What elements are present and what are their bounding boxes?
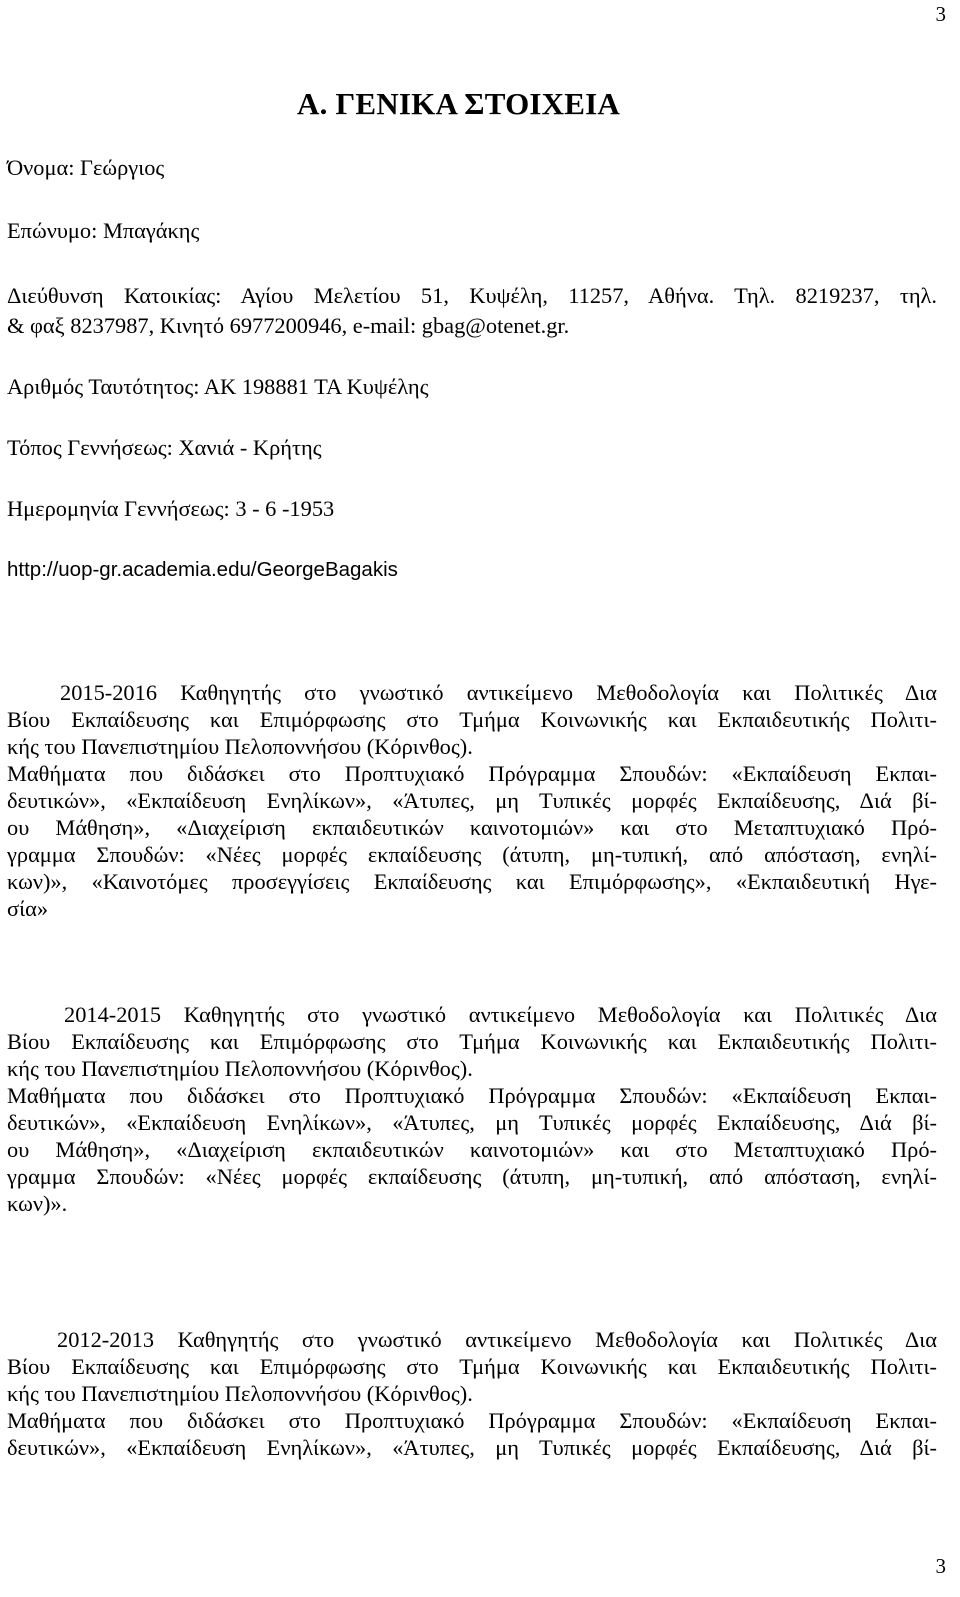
address-line-1: Διεύθυνση Κατοικίας: Αγίου Μελετίου 51, Κυψέλη, 11257, Αθήνα. Τηλ. 8219237, τηλ. (7, 283, 937, 308)
entry-line: κής του Πανεπιστημίου Πελοποννήσου (Κόρινθος). (7, 1381, 473, 1406)
section-title: Α. ΓΕΝΙΚΑ ΣΤΟΙΧΕΙΑ (297, 86, 620, 121)
entry-line: Βίου Εκπαίδευσης και Επιμόρφωσης στο Τμήμα Κοινωνικής και Εκπαιδευτικής Πολιτι- (7, 707, 937, 732)
entry-2015-2016 (7, 679, 937, 922)
birthdate-field: Ημερομηνία Γεννήσεως: 3 - 6 -1953 (7, 496, 335, 521)
entry-line: κων)». (7, 1191, 68, 1216)
page-number-bottom: 3 (935, 1554, 946, 1578)
entry-line: δευτικών», «Εκπαίδευση Ενηλίκων», «Άτυπες, μη Τυπικές μορφές Εκπαίδευσης, Διά βί- (7, 1110, 937, 1135)
entry-line: Μαθήματα που διδάσκει στο Προπτυχιακό Πρόγραμμα Σπουδών: «Εκπαίδευση Εκπαι- (7, 761, 937, 786)
entry-2014-2015 (7, 1001, 937, 1217)
page-number-top: 3 (935, 2, 946, 26)
surname-field: Επώνυμο: Μπαγάκης (7, 218, 200, 243)
academia-link[interactable]: http://uop-gr.academia.edu/GeorgeBagakis (7, 558, 398, 581)
address-line-2: & φαξ 8237987, Κινητό 6977200946, e-mail: gbag@otenet.gr. (7, 313, 570, 338)
entry-line: 2015-2016 Καθηγητής στο γνωστικό αντικείμενο Μεθοδολογία και Πολιτικές Δια (60, 680, 937, 705)
entry-line: δευτικών», «Εκπαίδευση Ενηλίκων», «Άτυπες, μη Τυπικές μορφές Εκπαίδευσης, Διά βί- (7, 1435, 937, 1460)
birthplace-field: Τόπος Γεννήσεως: Χανιά - Κρήτης (7, 435, 322, 460)
entry-line: ου Μάθηση», «Διαχείριση εκπαιδευτικών καινοτομιών» και στο Μεταπτυχιακό Πρό- (7, 1137, 937, 1162)
entry-line: Βίου Εκπαίδευσης και Επιμόρφωσης στο Τμήμα Κοινωνικής και Εκπαιδευτικής Πολιτι- (7, 1029, 937, 1054)
id-number-field: Αριθμός Ταυτότητος: ΑΚ 198881 ΤΑ Κυψέλης (7, 374, 429, 399)
name-field: Όνομα: Γεώργιος (7, 155, 165, 180)
entry-line: Βίου Εκπαίδευσης και Επιμόρφωσης στο Τμήμα Κοινωνικής και Εκπαιδευτικής Πολιτι- (7, 1354, 937, 1379)
entry-line: κων)», «Καινοτόμες προσεγγίσεις Εκπαίδευσης και Επιμόρφωσης», «Εκπαιδευτική Ηγε- (7, 869, 937, 894)
entry-line: Μαθήματα που διδάσκει στο Προπτυχιακό Πρόγραμμα Σπουδών: «Εκπαίδευση Εκπαι- (7, 1408, 937, 1433)
entry-line: γραμμα Σπουδών: «Νέες μορφές εκπαίδευσης (άτυπη, μη-τυπική, από απόσταση, ενηλί- (7, 1164, 937, 1189)
entry-line: 2012-2013 Καθηγητής στο γνωστικό αντικείμενο Μεθοδολογία και Πολιτικές Δια (57, 1327, 937, 1352)
entry-line: γραμμα Σπουδών: «Νέες μορφές εκπαίδευσης (άτυπη, μη-τυπική, από απόσταση, ενηλί- (7, 842, 937, 867)
entry-line: 2014-2015 Καθηγητής στο γνωστικό αντικείμενο Μεθοδολογία και Πολιτικές Δια (64, 1002, 937, 1027)
entry-line: δευτικών», «Εκπαίδευση Ενηλίκων», «Άτυπες, μη Τυπικές μορφές Εκπαίδευσης, Διά βί- (7, 788, 937, 813)
entry-line: ου Μάθηση», «Διαχείριση εκπαιδευτικών καινοτομιών» και στο Μεταπτυχιακό Πρό- (7, 815, 937, 840)
entry-2012-2013 (7, 1326, 937, 1461)
entry-line: Μαθήματα που διδάσκει στο Προπτυχιακό Πρόγραμμα Σπουδών: «Εκπαίδευση Εκπαι- (7, 1083, 937, 1108)
entry-line: κής του Πανεπιστημίου Πελοποννήσου (Κόρινθος). (7, 1056, 473, 1081)
entry-line: σία» (7, 896, 49, 921)
entry-line: κής του Πανεπιστημίου Πελοποννήσου (Κόρινθος). (7, 734, 473, 759)
